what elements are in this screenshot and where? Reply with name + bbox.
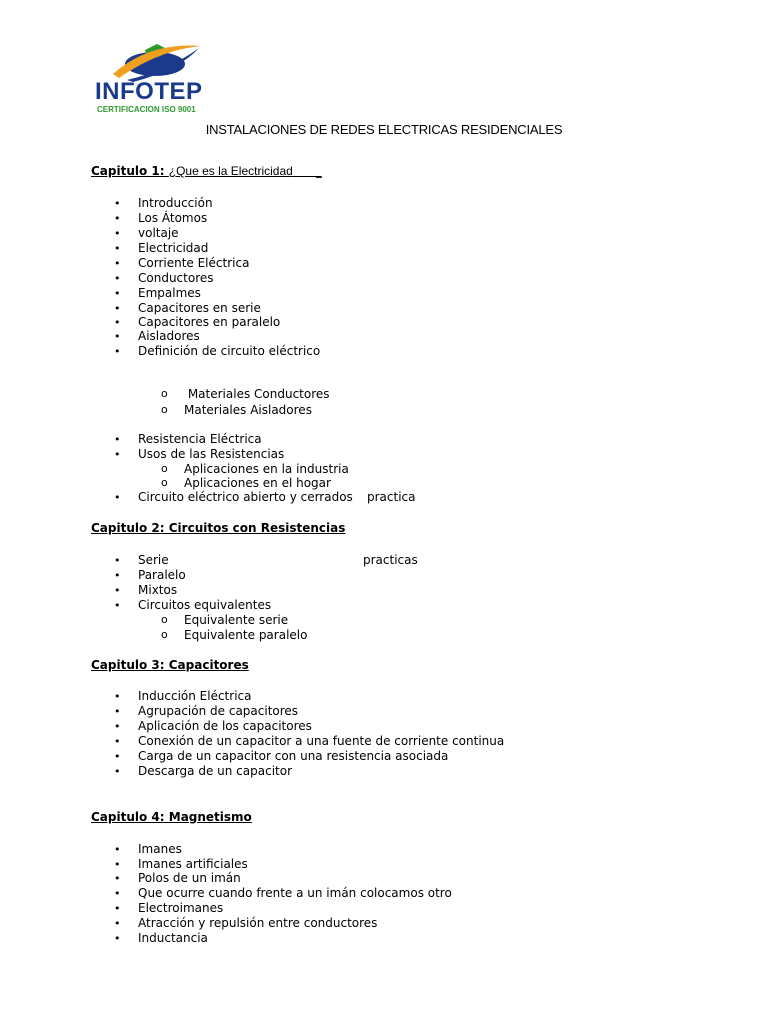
sub-list-item: o Materiales Aisladores <box>184 403 312 418</box>
list-item: • Capacitores en paralelo <box>138 315 280 330</box>
list-item: • Conductores <box>138 271 214 286</box>
list-item: • Aisladores <box>138 329 200 344</box>
sub-list-item: o Equivalente paralelo <box>184 628 307 643</box>
list-item: • Aplicación de los capacitores <box>138 719 312 734</box>
list-item: • Corriente Eléctrica <box>138 256 249 271</box>
list-item: • Serie <box>138 553 169 568</box>
list-item: • Inductancia <box>138 931 208 946</box>
list-item: • Polos de un imán <box>138 871 241 886</box>
chapter-1-heading: Capitulo 1: ¿Que es la Electricidad _ <box>91 164 322 178</box>
list-item: • Paralelo <box>138 568 186 583</box>
sub-list-item-label: Materiales Conductores <box>187 387 330 401</box>
chapter-1-label: Capitulo 1: <box>91 164 169 178</box>
list-item: • Imanes <box>138 842 182 857</box>
list-item: • Imanes artificiales <box>138 857 248 872</box>
sub-list-item: o Aplicaciones en el hogar <box>184 476 331 491</box>
chapter-3-heading: Capitulo 3: Capacitores <box>91 658 249 672</box>
chapter-1-title: ¿Que es la Electricidad <box>168 164 293 178</box>
chapter-2-heading: Capitulo 2: Circuitos con Resistencias <box>91 521 346 535</box>
list-item: • Los Átomos <box>138 211 207 226</box>
list-item: • Resistencia Eléctrica <box>138 432 262 447</box>
sub-list-item <box>184 387 330 402</box>
list-item: • Introducción <box>138 196 213 211</box>
sub-list-item: o Equivalente serie <box>184 613 288 628</box>
logo-name: INFOTEP <box>95 78 203 105</box>
list-item: • Capacitores en serie <box>138 301 261 316</box>
list-item: • Inducción Eléctrica <box>138 689 251 704</box>
list-item: • Definición de circuito eléctrico <box>138 344 320 359</box>
list-item: • Electricidad <box>138 241 208 256</box>
list-item: • Usos de las Resistencias <box>138 447 284 462</box>
list-item: • voltaje <box>138 226 179 241</box>
practice-note: practica <box>367 490 416 504</box>
document-title: INSTALACIONES DE REDES ELECTRICAS RESIDENCIALES <box>205 122 563 137</box>
list-item: • Electroimanes <box>138 901 223 916</box>
list-item: • Agrupación de capacitores <box>138 704 298 719</box>
list-item: • Conexión de un capacitor a una fuente de corriente continua <box>138 734 504 749</box>
sub-list-item: o Aplicaciones en la industria <box>184 462 349 477</box>
chapter-4-heading: Capitulo 4: Magnetismo <box>91 810 252 824</box>
infotep-logo <box>95 40 215 116</box>
list-item: • Atracción y repulsión entre conductores <box>138 916 377 931</box>
practice-note: practicas <box>363 553 418 567</box>
list-item: • Descarga de un capacitor <box>138 764 292 779</box>
list-item: • Circuitos equivalentes <box>138 598 271 613</box>
list-item: • Circuito eléctrico abierto y cerrados <box>138 490 353 505</box>
logo-subtitle: CERTIFICACION ISO 9001 <box>97 105 196 114</box>
list-item: • Que ocurre cuando frente a un imán colocamos otro <box>138 886 452 901</box>
list-item: • Mixtos <box>138 583 177 598</box>
list-item: • Carga de un capacitor con una resistencia asociada <box>138 749 448 764</box>
list-item: • Empalmes <box>138 286 201 301</box>
